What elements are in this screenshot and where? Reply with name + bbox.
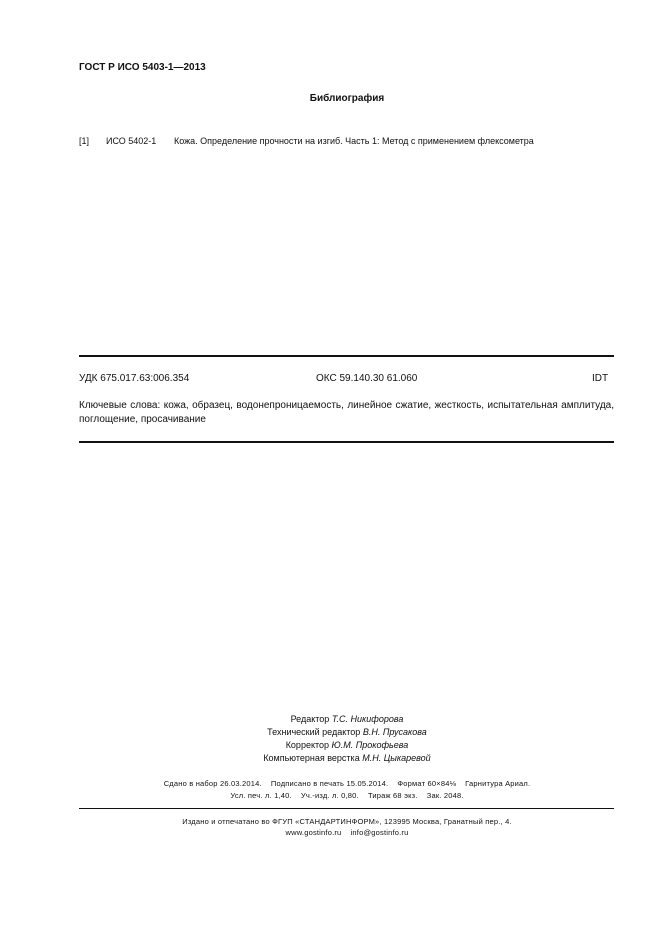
print-divider bbox=[79, 808, 614, 809]
credits bbox=[0, 713, 661, 765]
layout-name: М.Н. Цыкаревой bbox=[362, 753, 431, 763]
print-info-line-2: Усл. печ. л. 1,40. Уч.-изд. л. 0,80. Тираж 68 экз. Зак. 2048. bbox=[230, 791, 464, 800]
publisher-contacts: www.gostinfo.ru info@gostinfo.ru bbox=[285, 828, 409, 837]
corrector-line bbox=[0, 739, 661, 752]
editor-line bbox=[0, 713, 661, 726]
bibliography-title: Библиография bbox=[309, 93, 385, 104]
entry-number: [1] bbox=[79, 136, 90, 146]
divider-top bbox=[79, 355, 614, 357]
divider-bottom bbox=[79, 441, 614, 443]
tech-editor-name: В.Н. Прусакова bbox=[362, 727, 427, 737]
print-info-line-1: Сдано в набор 26.03.2014. Подписано в печать 15.05.2014. Формат 60×84⅛ Гарнитура Ариал. bbox=[163, 779, 531, 788]
entry-title: Кожа. Определение прочности на изгиб. Часть 1: Метод с применением флексометра bbox=[174, 136, 534, 146]
oks-code: ОКС 59.140.30 61.060 bbox=[316, 373, 418, 384]
publisher-line: Издано и отпечатано во ФГУП «СТАНДАРТИНФОРМ», 123995 Москва, Гранатный пер., 4. bbox=[182, 817, 512, 826]
layout-line bbox=[0, 752, 661, 765]
layout-label: Компьютерная верстка bbox=[263, 753, 360, 763]
entry-standard-code: ИСО 5402-1 bbox=[106, 136, 157, 146]
keywords: Ключевые слова: кожа, образец, водонепроницаемость, линейное сжатие, жесткость, испытательная амплитуда, поглощение, просачивание bbox=[79, 400, 614, 425]
corrector-name: Ю.М. Прокофьева bbox=[331, 740, 409, 750]
corrector-label: Корректор bbox=[285, 740, 330, 750]
editor-label: Редактор bbox=[290, 714, 330, 724]
tech-editor-line bbox=[0, 726, 661, 739]
udk-code: УДК 675.017.63:006.354 bbox=[79, 373, 190, 384]
tech-editor-label: Технический редактор bbox=[267, 727, 361, 737]
editor-name: Т.С. Никифорова bbox=[331, 714, 404, 724]
document-code: ГОСТ Р ИСО 5403-1—2013 bbox=[79, 62, 206, 73]
idt-mark: IDT bbox=[592, 373, 609, 384]
